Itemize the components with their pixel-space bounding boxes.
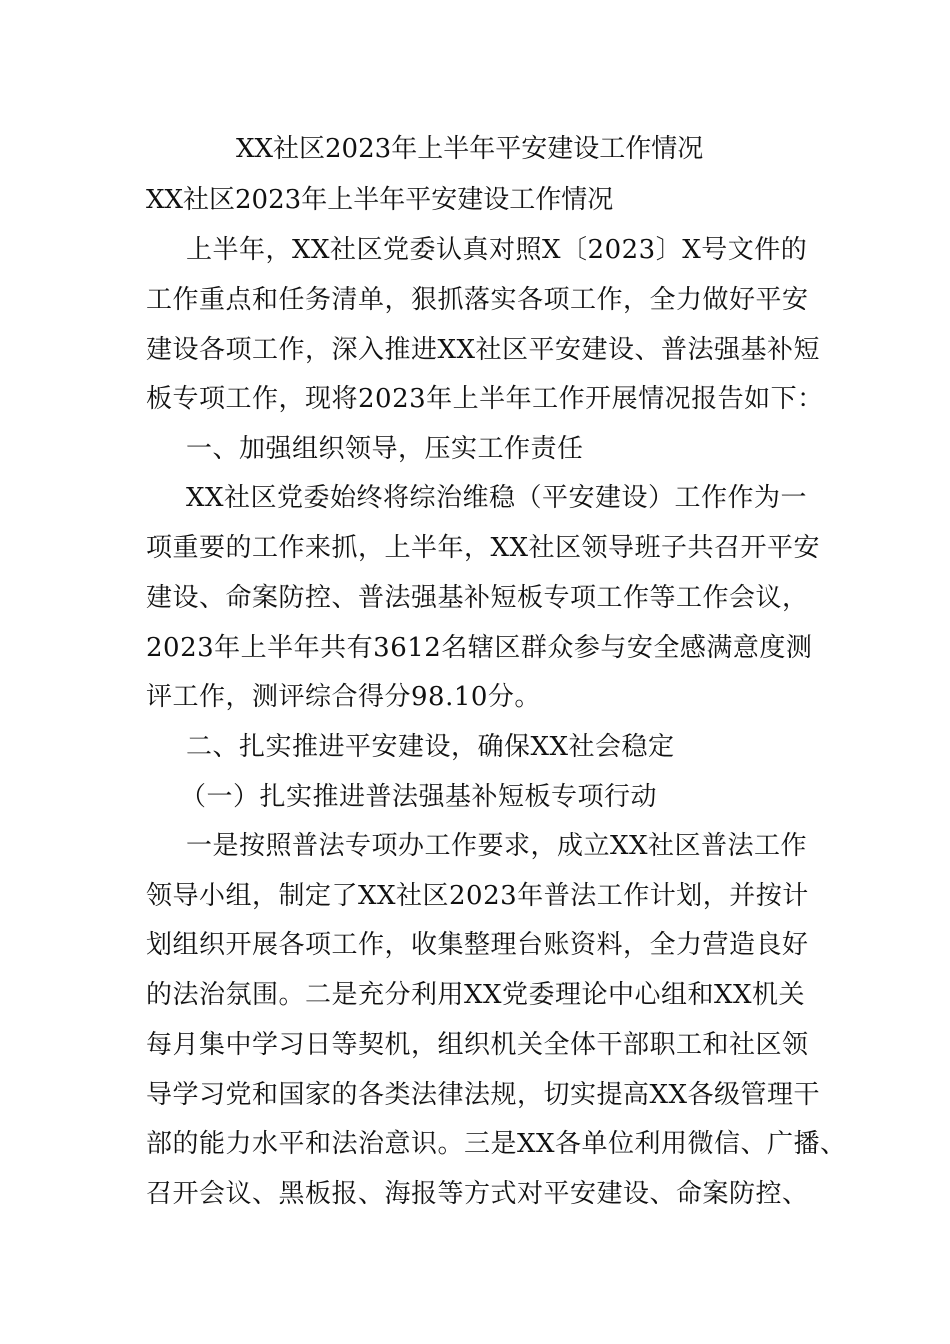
paragraph-line: 上半年，XX社区党委认真对照X〔2023〕X号文件的 <box>186 235 808 265</box>
document-title: XX社区2023年上半年平安建设工作情况 <box>236 134 704 164</box>
subsection-heading: （一）扎实推进普法强基补短板专项行动 <box>180 782 658 812</box>
paragraph-line: 工作重点和任务清单，狠抓落实各项工作，全力做好平安 <box>146 285 809 315</box>
paragraph-line: 导学习党和国家的各类法律法规，切实提高XX各级管理干 <box>146 1080 821 1110</box>
paragraph-line: 的法治氛围。二是充分利用XX党委理论中心组和XX机关 <box>146 980 806 1010</box>
paragraph-line: 项重要的工作来抓，上半年，XX社区领导班子共召开平安 <box>146 533 821 563</box>
paragraph-line: 板专项工作，现将2023年上半年工作开展情况报告如下： <box>146 384 824 414</box>
paragraph-line: 2023年上半年共有3612名辖区群众参与安全感满意度测 <box>146 633 813 663</box>
paragraph-line: 一是按照普法专项办工作要求，成立XX社区普法工作 <box>186 831 808 861</box>
paragraph-line: 召开会议、黑板报、海报等方式对平安建设、命案防控、 <box>146 1179 809 1209</box>
paragraph-line: 部的能力水平和法治意识。三是XX各单位利用微信、广播、 <box>146 1129 847 1159</box>
section-heading: 二、扎实推进平安建设，确保XX社会稳定 <box>186 732 675 762</box>
paragraph-line: 每月集中学习日等契机，组织机关全体干部职工和社区领 <box>146 1030 809 1060</box>
document-subtitle: XX社区2023年上半年平安建设工作情况 <box>146 185 614 215</box>
paragraph-line: 划组织开展各项工作，收集整理台账资料，全力营造良好 <box>146 930 809 960</box>
paragraph-line: 建设、命案防控、普法强基补短板专项工作等工作会议， <box>146 583 809 613</box>
paragraph-line: 领导小组，制定了XX社区2023年普法工作计划，并按计 <box>146 881 809 911</box>
section-heading: 一、加强组织领导，压实工作责任 <box>186 434 584 464</box>
paragraph-line: 建设各项工作，深入推进XX社区平安建设、普法强基补短 <box>146 335 821 365</box>
paragraph-line: 评工作，测评综合得分98.10分。 <box>146 682 541 712</box>
paragraph-line: XX社区党委始终将综治维稳（平安建设）工作作为一 <box>186 483 808 513</box>
